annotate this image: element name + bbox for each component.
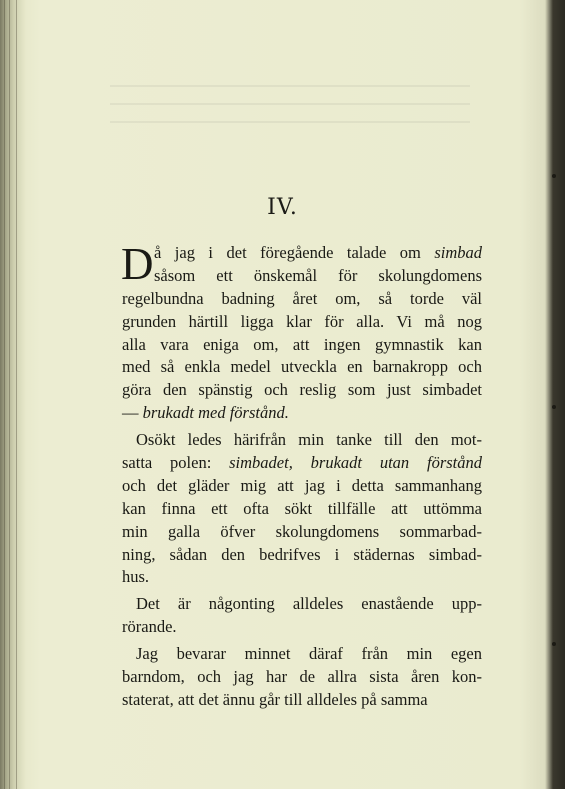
gutter-line: [16, 0, 17, 789]
body-text: [121, 239, 482, 712]
text-line: [122, 429, 482, 452]
text-run: rörande.: [122, 617, 177, 637]
text-line: [122, 475, 482, 498]
drop-cap: D: [121, 239, 154, 289]
text-run: staterat, att det ännu går till alldeles på samma: [122, 689, 428, 709]
chapter-heading: IV.: [267, 195, 298, 220]
text-line: [122, 452, 482, 475]
text-line: [122, 334, 482, 357]
gutter-line: [4, 0, 5, 789]
text-run: och det gläder mig att jag i detta sammanhang: [122, 475, 482, 495]
bleed-through-text: [110, 85, 470, 125]
edge-mark: [552, 405, 556, 409]
text-run: Osökt ledes härifrån min tanke till den mot-: [136, 430, 482, 450]
gutter-line: [9, 0, 10, 789]
text-run: satta polen:: [122, 453, 230, 473]
text-run: ning, sådan den bedrifves i städernas simbad-: [122, 544, 482, 564]
text-run: Jag bevarar minnet däraf från min egen: [136, 644, 482, 664]
text-line: [122, 689, 482, 712]
text-run: regelbundna badning året om, så torde väl: [122, 288, 482, 308]
text-run: kan finna ett ofta sökt tillfälle att uttömma: [122, 498, 482, 518]
text-line: [122, 311, 482, 334]
text-run: min galla öfver skolungdomens sommarbad-: [122, 521, 482, 541]
text-run: såsom ett önskemål för skolungdomens: [154, 265, 482, 285]
text-run: simbadet, brukadt utan förstånd: [229, 453, 482, 473]
text-run: barndom, och jag har de allra sista åren kon-: [122, 667, 482, 687]
text-run: brukadt med förstånd.: [142, 403, 289, 423]
edge-mark: [552, 642, 556, 646]
text-line: [122, 379, 482, 402]
text-run: grunden härtill ligga klar för alla. Vi må nog: [122, 311, 482, 331]
text-line: [122, 498, 482, 521]
text-run: med så enkla medel utveckla en barnakropp och: [122, 357, 482, 377]
text-line: [122, 521, 482, 544]
text-line: [122, 288, 482, 311]
text-run: —: [122, 403, 143, 423]
text-run: hus.: [122, 567, 150, 587]
text-line: [122, 566, 482, 589]
edge-mark: [552, 174, 556, 178]
text-run: Det är någonting alldeles enastående upp-: [136, 594, 482, 614]
text-run: göra den spänstig och reslig som just simbadet: [122, 380, 482, 400]
text-run: å jag i det föregående talade om: [154, 243, 435, 262]
text-line: [122, 402, 482, 425]
text-line: [122, 265, 482, 288]
text-line: [122, 666, 482, 689]
text-run: simbad: [434, 243, 482, 262]
text-line: [122, 643, 482, 666]
text-run: alla vara eniga om, att ingen gymnastik kan: [122, 334, 482, 354]
text-line: [122, 616, 482, 639]
text-line: [122, 593, 482, 616]
text-line: [122, 544, 482, 567]
text-line: [122, 356, 482, 379]
